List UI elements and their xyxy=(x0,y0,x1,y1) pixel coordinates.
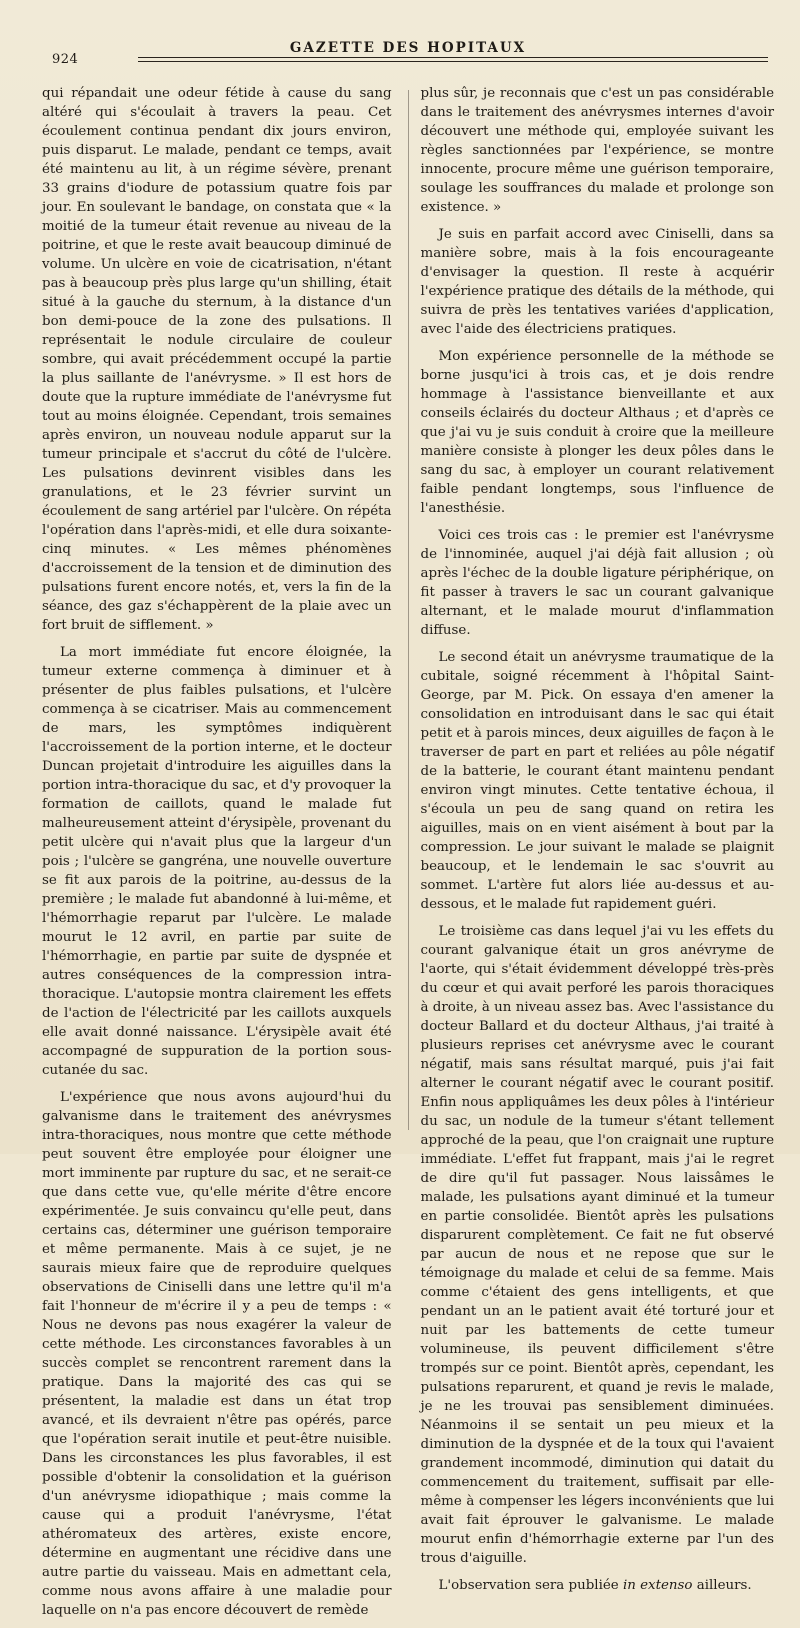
right-column xyxy=(421,84,774,1628)
closing-italic: in extenso xyxy=(622,1578,693,1593)
page-number: 924 xyxy=(52,52,79,67)
page-header xyxy=(42,34,774,67)
paragraph: Le second était un anévrysme traumatique de la cubitale, soigné récemment à l'hôpital Saint-George, par M. Pick. On essaya d'en amener la consolidation en introduisant dans le sac qui était petit et à parois minces, deux aiguilles de façon à le traverser de part en part et reliées au pôle négatif de la batterie, le courant étant maintenu pendant environ vingt minutes. Cette tentative échoua, il s'écoula un peu de sang quand on retira les aiguilles, mais on en vient aisément à bout par la compression. Le jour suivant le malade se plaignit beaucoup, et le lendemain le sac s'ouvrit au sommet. L'artère fut alors liée au-dessus et au-dessous, et le malade fut rapidement guéri. xyxy=(420,650,774,912)
closing-end: ailleurs. xyxy=(692,1578,752,1593)
left-column xyxy=(42,84,396,1628)
header-rule-double xyxy=(138,61,768,62)
column-divider xyxy=(408,90,409,1130)
paragraph: L'expérience que nous avons aujourd'hui du galvanisme dans le traitement des anévrysmes intra-thoraciques, nous montre que cette méthode peut souvent être employée pour éloigner une mort imminente par rupture du sac, et ne serait-ce que dans cette vue, qu'elle mérite d'être encore expérimentée. Je suis convaincu qu'elle peut, dans certains cas, déterminer une guérison temporaire et même permanente. Mais à ce sujet, je ne saurais mieux faire que de reproduire quelques observations de Ciniselli dans une lettre qu'il m'a fait l'honneur de m'écrire il y a peu de temps : « Nous ne devons pas nous exagérer la valeur de cette méthode. Les circonstances favorables à un succès complet se rencontrent rarement dans la pratique. Dans la majorité des cas qui se présentent, la maladie est dans un état trop avancé, et ils devraient n'être pas opérés, parce que l'opération serait inutile et peut-être nuisible. Dans les circonstances les plus favorables, il est possible d'obtenir la consolidation et la guérison d'un anévrysme idiopathique ; mais comme la cause qui a produit l'anévrysme, l'état athéromateux des artères, existe encore, détermine en augmentant une récidive dans une autre partie du vaisseau. Mais en admettant cela, comme nous avons affaire à une maladie pour laquelle on n'a pas encore découvert de remède xyxy=(42,1090,392,1618)
paragraph: plus sûr, je reconnais que c'est un pas considérable dans le traitement des anévrysmes internes d'avoir découvert une méthode qui, employée suivant les règles sanctionnées par l'expérience, se montre innocente, procure même une guérison temporaire, soulage les souffrances du malade et prolonge son existence. » xyxy=(420,86,774,215)
closing-text: L'observation sera publiée xyxy=(438,1578,623,1593)
paragraph: Voici ces trois cas : le premier est l'anévrysme de l'innominée, auquel j'ai déjà fait allusion ; où après l'échec de la double ligature périphérique, on fit passer à travers le sac un courant galvanique alternant, et le malade mourut d'inflammation diffuse. xyxy=(420,528,774,638)
closing-paragraph xyxy=(421,1576,774,1595)
paragraph: La mort immédiate fut encore éloignée, la tumeur externe commença à diminuer et à présenter de plus faibles pulsations, et l'ulcère commença à se cicatriser. Mais au commencement de mars, les symptômes indiquèrent l'accroissement de la portion interne, et le docteur Duncan projetait d'introduire les aiguilles dans la portion intra-thoracique du sac, et d'y provoquer la formation de caillots, quand le malade fut malheureusement atteint d'érysipèle, provenant du petit ulcère qui n'avait plus que la largeur d'un pois ; l'ulcère se gangréna, une nouvelle ouverture se fit aux parois de la poitrine, au-dessus de la première ; le malade fut abandonné à lui-même, et l'hémorrhagie reparut par l'ulcère. Le malade mourut le 12 avril, en partie par suite de l'hémorrhagie, en partie par suite de dyspnée et autres conséquences de la compression intra-thoracique. L'autopsie montra clairement les effets de l'action de l'électricité par les caillots auxquels elle avait donné naissance. L'érysipèle avait été accompagné de suppuration de la portion sous-cutanée du sac. xyxy=(42,645,392,1078)
paragraph: Mon expérience personnelle de la méthode se borne jusqu'ici à trois cas, et je dois rendre hommage à l'assistance bienveillante et aux conseils éclairés du docteur Althaus ; et d'après ce que j'ai vu je suis conduit à croire que la meilleure manière consiste à plonger les deux pôles dans le sang du sac, à employer un courant relativement faible pendant longtemps, sous l'influence de l'anesthésie. xyxy=(420,349,774,516)
paragraph: qui répandait une odeur fétide à cause du sang altéré qui s'écoulait à travers la peau. Cet écoulement continua pendant dix jours environ, puis disparut. Le malade, pendant ce temps, avait été maintenu au lit, à un régime sévère, prenant 33 grains d'iodure de potassium quatre fois par jour. En soulevant le bandage, on constata que « la moitié de la tumeur était revenue au niveau de la poitrine, et que le reste avait beaucoup diminué de volume. Un ulcère en voie de cicatrisation, n'étant pas à beaucoup près plus large qu'un shilling, était situé à la gauche du sternum, à la distance d'un bon demi-pouce de la zone des pulsations. Il représentait le nodule circulaire de couleur sombre, qui avait précédemment occupé la partie la plus saillante de l'anévrysme. » Il est hors de doute que la rupture immédiate de l'anévrysme fut tout au moins éloignée. Cependant, trois semaines après environ, un nouveau nodule apparut sur la tumeur principale et s'accrut du côté de l'ulcère. Les pulsations devinrent visibles dans les granulations, et le 23 février survint un écoulement de sang artériel par l'ulcère. On répéta l'opération dans l'après-midi, et elle dura soixante-cinq minutes. « Les mêmes phénomènes d'accroissement de la tension et de diminution des pulsations furent encore notés, et, vers la fin de la séance, des gaz s'échappèrent de la plaie avec un fort bruit de sifflement. » xyxy=(42,86,392,633)
text-columns xyxy=(42,84,774,1628)
paragraph: Je suis en parfait accord avec Ciniselli, dans sa manière sobre, mais à la fois encourageante d'envisager la question. Il reste à acquérir l'expérience pratique des détails de la méthode, qui suivra de près les tentatives variées d'application, avec l'aide des électriciens pratiques. xyxy=(420,227,774,337)
running-title: GAZETTE DES HOPITAUX xyxy=(289,40,527,56)
header-rule xyxy=(138,57,768,58)
paragraph: Le troisième cas dans lequel j'ai vu les effets du courant galvanique était un gros anévryme de l'aorte, qui s'était évidemment développé très-près du cœur et qui avait perforé les parois thoraciques à droite, à un niveau assez bas. Avec l'assistance du docteur Ballard et du docteur Althaus, j'ai traité à plusieurs reprises cet anévrysme avec le courant négatif, mais sans résultat marqué, puis j'ai fait alterner le courant négatif avec le courant positif. Enfin nous appliquâmes les deux pôles à l'intérieur du sac, un nodule de la tumeur s'étant tellement approché de la peau, que l'on craignait une rupture immédiate. L'effet fut frappant, mais j'ai le regret de dire qu'il fut passager. Nous laissâmes le malade, les pulsations ayant diminué et la tumeur en partie consolidée. Bientôt après les pulsations disparurent complètement. Ce fait ne fut observé par aucun de nous et ne repose que sur le témoignage du malade et celui de sa femme. Mais comme c'étaient des gens intelligents, et que pendant un an le patient avait été torturé jour et nuit par les battements de cette tumeur volumineuse, ils peuvent difficilement s'être trompés sur ce point. Bientôt après, cependant, les pulsations reparurent, et quand je revis le malade, je ne les trouvai pas sensiblement diminuées. Néanmoins il se sentait un peu mieux et la diminution de la dyspnée et de la toux qui l'avaient grandement incommodé, diminution qui datait du commencement du traitement, suffisait par elle-même à compenser les légers inconvénients que lui avait fait éprouver le galvanisme. Le malade mourut enfin d'hémorrhagie externe par l'un des trous d'aiguille. xyxy=(420,924,774,1566)
